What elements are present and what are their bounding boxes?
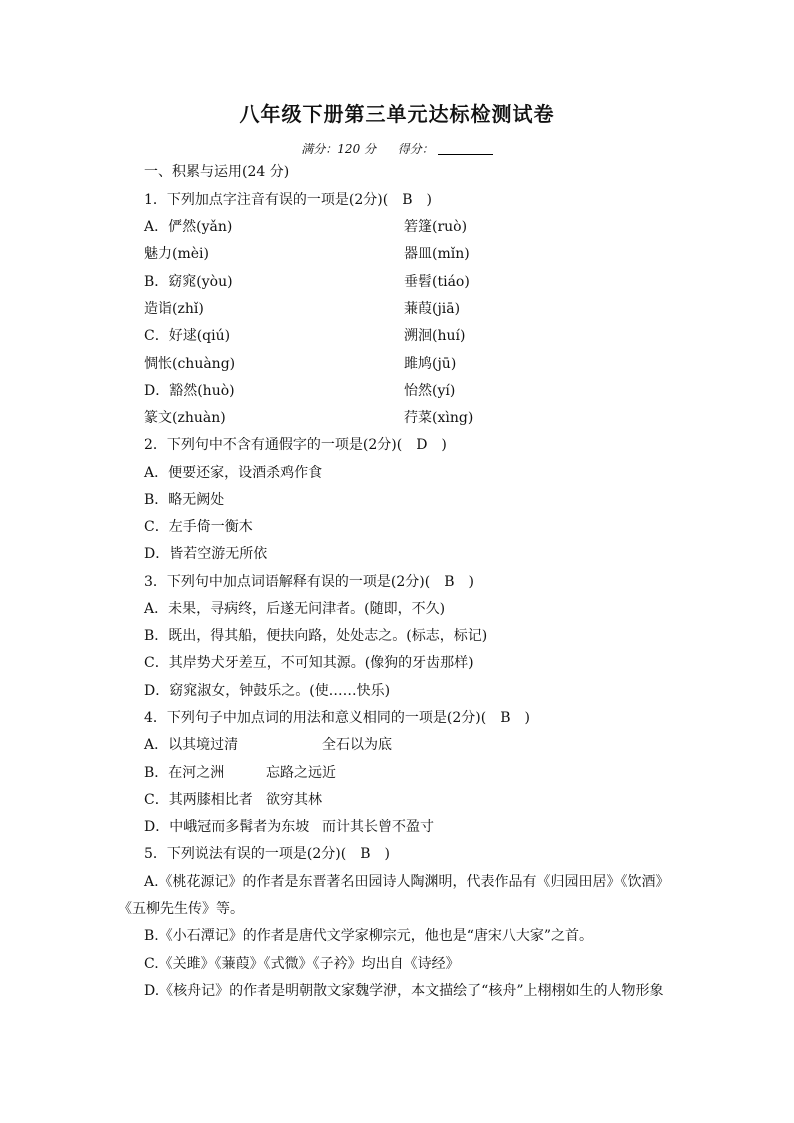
q1-option: 惆怅(chuàng) [144, 356, 236, 372]
question-5-stem: 5．下列说法有误的一项是(2分)( B ) [144, 846, 390, 862]
q2-option: A．便要还家，设酒杀鸡作食 [144, 465, 323, 481]
q1-option: 魅力(mèi) [144, 246, 209, 262]
q1-option: 蒹葭(jiā) [404, 301, 461, 317]
q4-option-pair: 而计其长曾不盈寸 [322, 819, 434, 835]
q1-option: 荇菜(xìng) [404, 410, 474, 426]
q2-option: B．略无阙处 [144, 492, 225, 508]
q1-option: 箬篷(ruò) [404, 219, 468, 235]
q2-option: C．左手倚一衡木 [144, 519, 253, 535]
q1-option: C．好逑(qiú) [144, 328, 231, 344]
q4-option-pair: 忘路之远近 [266, 765, 336, 781]
question-2-stem: 2．下列句中不含有通假字的一项是(2分)( D ) [144, 437, 447, 453]
q4-option: A．以其境过清 [144, 737, 239, 753]
q3-option: D．窈窕淑女，钟鼓乐之。(使……快乐) [144, 683, 391, 699]
q2-option: D．皆若空游无所依 [144, 546, 268, 562]
full-score-label: 满分：120 分 [301, 142, 377, 156]
q1-option: D．豁然(huò) [144, 383, 235, 399]
q5-option-b: B.《小石潭记》的作者是唐代文学家柳宗元，他也是“唐宋八大家”之首。 [144, 928, 594, 944]
q1-option: 怡然(yí) [404, 383, 456, 399]
section-heading: 一、积累与运用(24 分) [144, 164, 290, 180]
q1-option: 篆文(zhuàn) [144, 410, 226, 426]
q4-option-pair: 全石以为底 [322, 737, 392, 753]
question-1-stem: 1．下列加点字注音有误的一项是(2分)( B ) [144, 192, 432, 208]
q1-option: 造诣(zhǐ) [144, 301, 204, 317]
q3-option: B．既出，得其船，便扶向路，处处志之。(标志，标记) [144, 628, 488, 644]
q1-option: A．俨然(yǎn) [144, 219, 233, 235]
obtained-score-label: 得分： [397, 142, 434, 156]
q1-option: B．窈窕(yòu) [144, 274, 233, 290]
q5-option-d: D.《核舟记》的作者是明朝散文家魏学洢，本文描绘了“核舟”上栩栩如生的人物形象 [144, 983, 664, 999]
question-3-stem: 3．下列句中加点词语解释有误的一项是(2分)( B ) [144, 574, 474, 590]
question-4-stem: 4．下列句子中加点词的用法和意义相同的一项是(2分)( B ) [144, 710, 530, 726]
q3-option: A．未果，寻病终，后遂无问津者。(随即，不久) [144, 601, 446, 617]
q1-option: 垂髫(tiáo) [404, 274, 470, 290]
q1-option: 雎鸠(jū) [404, 356, 457, 372]
q5-option-c: C.《关雎》《蒹葭》《式微》《子衿》均出自《诗经》 [144, 956, 460, 972]
q1-option: 溯洄(huí) [404, 328, 466, 344]
page-title: 八年级下册第三单元达标检测试卷 [239, 102, 555, 126]
q4-option: C．其两膝相比者 [144, 792, 253, 808]
q4-option-pair: 欲穷其林 [266, 792, 322, 808]
q5-option-a-continued: 《五柳先生传》等。 [118, 901, 244, 917]
q3-option: C．其岸势犬牙差互，不可知其源。(像狗的牙齿那样) [144, 655, 474, 671]
q5-option-a: A.《桃花源记》的作者是东晋著名田园诗人陶渊明，代表作品有《归园田居》《饮酒》 [144, 874, 670, 890]
q1-option: 器皿(mǐn) [404, 246, 470, 262]
score-line [0, 140, 794, 157]
q4-option: B．在河之洲 [144, 765, 225, 781]
q4-option: D．中峨冠而多髯者为东坡 [144, 819, 310, 835]
score-blank [438, 154, 493, 155]
